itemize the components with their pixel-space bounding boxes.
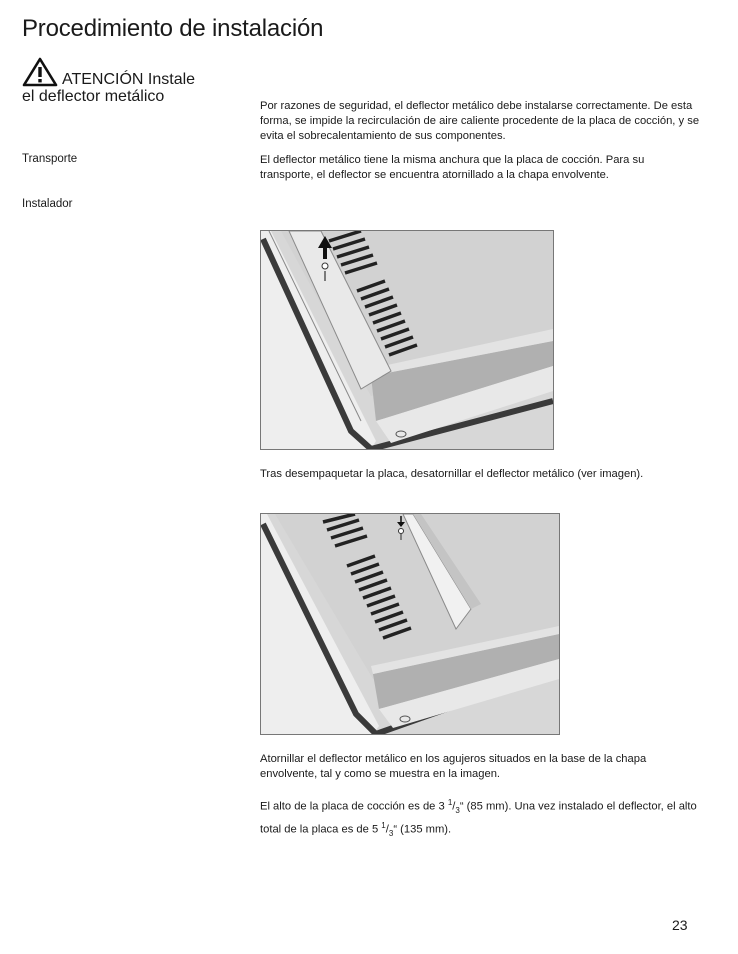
fraction-numerator-2: 1 (381, 820, 386, 830)
fraction-numerator-1: 1 (447, 798, 453, 807)
height-note-part2: “ (85 mm). Una vez instalado el deflector, el alto total de la placa es de 5 (260, 800, 697, 836)
height-note-part1: El alto de la placa de cocción es de 3 (260, 800, 448, 813)
section-label-transporte: Transporte (22, 153, 78, 165)
figure1-caption: Tras desempaquetar la placa, desatornillar el deflector metálico (ver imagen). (260, 468, 644, 480)
warning-title-line1: ATENCIÓN Instale (62, 71, 196, 88)
section-label-instalador: Instalador (22, 198, 73, 210)
intro-paragraph: Por razones de seguridad, el deflector metálico debe instalarse correctamente. De esta forma, se impide la recirculación de aire caliente procedente de la placa de cocción, y se evita el sobrecalentamiento de sus componentes. (260, 100, 700, 142)
warning-title-line2: el deflector metálico (22, 88, 165, 105)
transporte-paragraph: El deflector metálico tiene la misma anchura que la placa de cocción. Para su transporte, el deflector se encuentra atornillado a la chapa envolvente. (260, 154, 645, 181)
figure2-caption: Atornillar el deflector metálico en los agujeros situados en la base de la chapa envolvente, tal y como se muestra en la imagen. (260, 753, 647, 780)
figure-unscrew-deflector (260, 230, 554, 450)
warning-triangle-icon (22, 57, 58, 87)
fraction-denominator-2: 3 (388, 828, 394, 838)
fraction-denominator-1: 3 (455, 805, 460, 815)
page-number: 23 (672, 917, 688, 933)
page-title: Procedimiento de instalación (22, 15, 324, 42)
figure-screw-deflector (260, 513, 560, 735)
height-note-part3: “ (135 mm). (393, 823, 452, 836)
height-note: El alto de la placa de cocción es de 3 $^1/_3“$ (85 mm). Una vez instalado el deflector, el alto total de la placa es de 5 $^1/_3“$ (135 mm). (260, 798, 697, 838)
